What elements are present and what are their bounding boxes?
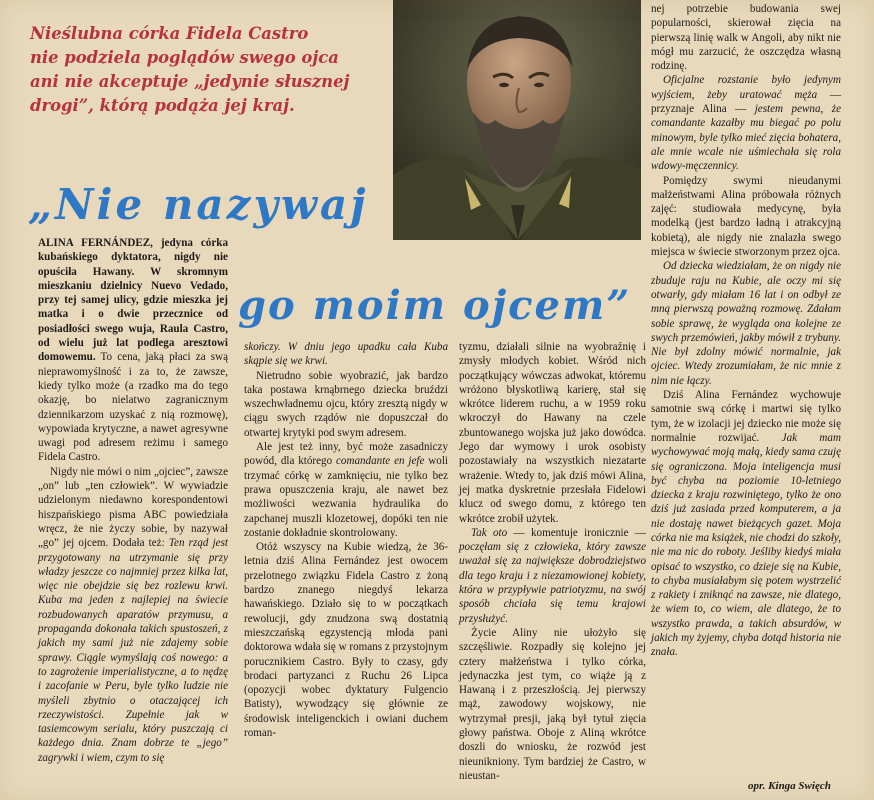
paragraph: nej potrzebie budowania swej popularności, skierował zięcia na pierwszą linię walk w Angoli, aby nikt nie mógł mu zarzucić, że oszczędza własną rodzinę. [651,3,841,73]
text-column-1 [38,236,228,765]
quote-text: Od dziecka wiedziałam, że on nigdy nie zbuduje raju na Kubie, ale oczy mi się otwarły, gdy miałam 16 lat i on odbył ze mną pierwszą poważną rozmowę. Zdałam sobie sprawę, że wygląda ona kolejne ze swych przemówień, jakby mówił z trybuny. Nie był zdolny mówić normalnie, jak ojciec. Wtedy zrozumiałam, że nic mnie z nim nie łączy. [651,260,841,387]
paragraph [651,388,841,660]
paragraph: Otóż wszyscy na Kubie wiedzą, że 36-letnia dziś Alina Fernández jest owocem przelotnego związku Fidela Castro z żoną bardzo znanego niegdyś lekarza hawańskiego. Działo się to w początkach rewolucji, gdy znudzona swą dostatnią mieszczańską egzystencją młoda pani doktorowa wdała się w romans z przystojnym porucznikiem Castro. Były to czasy, gdy brodaci partyzanci z Ruchu 26 Lipca (opozycji wobec dyktatury Fulgencio Batisty), wywodzący się głównie ze środowisk inteligenckich i owiani duchem roman- [244,541,448,740]
paragraph-text: woli trzymać córkę w zamknięciu, nie tylko bez prawa opuszczenia kraju, ale nawet bez możliwości wezwania hydraulika do zapchanej muszli klozetowej, dopóki ten nie zostanie dokładnie skontrolowany. [244,455,448,539]
portrait-photo [393,0,641,240]
headline-part1: „Nie nazywaj [28,180,369,229]
paragraph [38,236,228,465]
paragraph-text: — przyznaje Alina — [651,88,841,116]
paragraph-text: Ale jest też inny, być może zasadniczy powód, dla którego [244,441,448,468]
portrait-image [393,0,641,240]
lead-line: drogi”, którą podąża jej kraj. [30,96,295,115]
paragraph: Życie Aliny nie ułożyło się szczęśliwie. Rozpadły się kolejno jej cztery małżeństwa i tylko córka, jedynaczka jest tym, co wiąże ją z Hawaną i z przeszłością. Jej pierwszy mąż, zawodowy wojskowy, nie wytrzymał presji, jaką był tytuł zięcia głowy państwa. Oboje z Aliną wkrótce doszli do wniosku, że rozwód jest nieunikniony. Tym bardziej że Castro, w nieustan- [459,626,646,782]
intro-rest: To cena, jaką płaci za swą nieprawomyślność i za to, że zawsze, kiedy tylko może (a rzadko ma do tego okazję, bo nielatwo zagranicznym dziennikarzom uzyskać z nią rozmowę), wypowiada krytyczne, a nawet agresywne uwagi pod adresem reżimu i samego Fidela Castro. [38,351,228,464]
text-column-2 [244,340,448,740]
paragraph-text: Nigdy nie mówi o nim „ojciec”, zawsze „on” lub „ten człowiek”. W wywiadzie udzielonym niedawno korespondentowi hiszpańskiego pisma ABC powiedziała wręcz, że nie życzy sobie, by nazywał „go” jej ojcem. Dodała też: [38,465,228,550]
headline-part2: go moim ojcem” [238,282,632,329]
lead-line: ani nie akceptuje „jedynie słusznej [30,72,350,91]
paragraph-text: — komentuje ironicznie — [507,526,646,539]
quote-text: Jak mam wychowywać moją małą, kiedy sama czuję się ograniczona. Moja inteligencja musi być chyba na poziomie 10-letniego dziecka z kraju rozwiniętego, tylko że ono dziś już zasiada przed komputerem, a ja nie dostaję nawet bieżących gazet. Moja córka nie ma książek, nie chodzi do szkoły, nie ma nic do roboty. Jeśliby kiedyś miała opisać to wszystko, co dzieje się na Kubie, to chyba musiałabym się potem wystrzelić z rakiety i zniknąć na zawsze, nie dlatego, że wiem to, co wiem, ale dlatego, że to wszystko prawda, a takich absurdów, w jakich my żyjemy, chyba dotąd historia nie znała. [651,431,841,659]
paragraph [651,73,841,173]
quote-text: Tak oto [471,526,508,539]
lead-text [30,22,365,118]
lead-line: Nieślubna córka Fidela Castro [30,24,309,43]
paragraph: tyzmu, działali silnie na wyobraźnię i zmysły młodych kobiet. Wśród nich początkujący wówczas adwokat, któremu wróżono błyskotliwą karierę, stał się wkrótce liderem ruchu, a w 1959 roku wkroczył do Hawany na czele zbuntowanego wojska już jako dowódca. Jego dar wymowy i urok osobisty pozostawiały na wszystkich niezatarte wrażenie. Wtedy to, jak dziś mówi Alina, jej matka dyskretnie przesłała Fidelowi klucz od swego domu, z którego ten wkrótce zrobił użytek. [459,341,646,525]
paragraph: Pomiędzy swymi nieudanymi małżeństwami Alina próbowała różnych zajęć: studiowała medycynę, była modelką (jest bardzo ładną i atrakcyjną kobietą), ale nigdy nie znalazła swego miejsca w świecie stworzonym przez ojca. [651,174,841,259]
lead-line: nie podziela poglądów swego ojca [30,48,339,67]
text-column-3 [459,340,646,783]
bold-intro: ALINA FERNÁNDEZ, jedyna córka kubańskiego dyktatora, nigdy nie opuściła Hawany. W skromnym mieszkaniu dzielnicy Nuevo Vedado, przy tej samej ulicy, gdzie mieszka jej matka i o dwie przecznice od posiadłości swego wuja, Raula Castro, od wielu już lat podlega aresztowi domowemu. [38,237,228,364]
spanish-phrase: comandante en jefe [335,455,425,468]
author-signature: opr. Kinga Swięch [748,780,831,792]
paragraph: Nietrudno sobie wyobrazić, jak bardzo taka postawa krnąbrnego dziecka bruździ wszechwładnemu ojcu, który zresztą nigdy w ciągu swych rządów nie dopuszczał do otwartej krytyki pod swym adresem. [244,369,448,439]
paragraph [244,440,448,540]
quote-text: jestem pewna, że comandante kazałby mu biegać po polu minowym, byle tylko mieć zięcia bohatera, ale mnie wcale nie uśmiechała się rola wdowy-męczennicy. [651,103,841,173]
paragraph-text: Dziś Alina Fernández wychowuje samotnie swą córkę i martwi się tylko tym, że w izolacji jej dziecko nie może się normalnie rozwijać. [651,389,841,444]
text-column-4 [651,2,841,660]
quote-text: Oficjalne rozstanie było jedynym wyjściem, żeby uratować męża [651,74,841,101]
quote-text: skończy. W dniu jego upadku cała Kuba skąpie się we krwi. [244,341,448,368]
quote-text: Ten rząd jest przygotowany na utrzymanie się przy władzy jeszcze co najmniej przez kilka lat, więc nie obejdzie się bez rozlewu krwi. Kuba ma jeden z najlepiej na świecie rozbudowanych aparatów przymusu, a propaganda dokonała takich spustoszeń, z jakich my sami już nie zdajemy sobie sprawy. Ciągle wymyślają coś nowego: a to zagrożenie imperialistyczne, a to nędzę i zacofanie w Peru, byle tylko ludzie nie myśleli zbytnio o otaczającej ich rzeczywistości. Zupełnie jak w tasiemcowym serialu, który puszczają ci każdego dnia. Znam dobrze te „jego” zagrywki i wiem, czym to się [38,537,228,764]
paragraph [459,526,646,626]
paragraph [38,465,228,765]
quote-text: poczęłam się z człowieka, który zawsze uważał się za największe dobrodziejstwo dla tego kraju i z niezamowionej kobiety, która w przypływie patriotyzmu, na swój sposób chciała się temu krajowi przysłużyć. [459,541,646,625]
